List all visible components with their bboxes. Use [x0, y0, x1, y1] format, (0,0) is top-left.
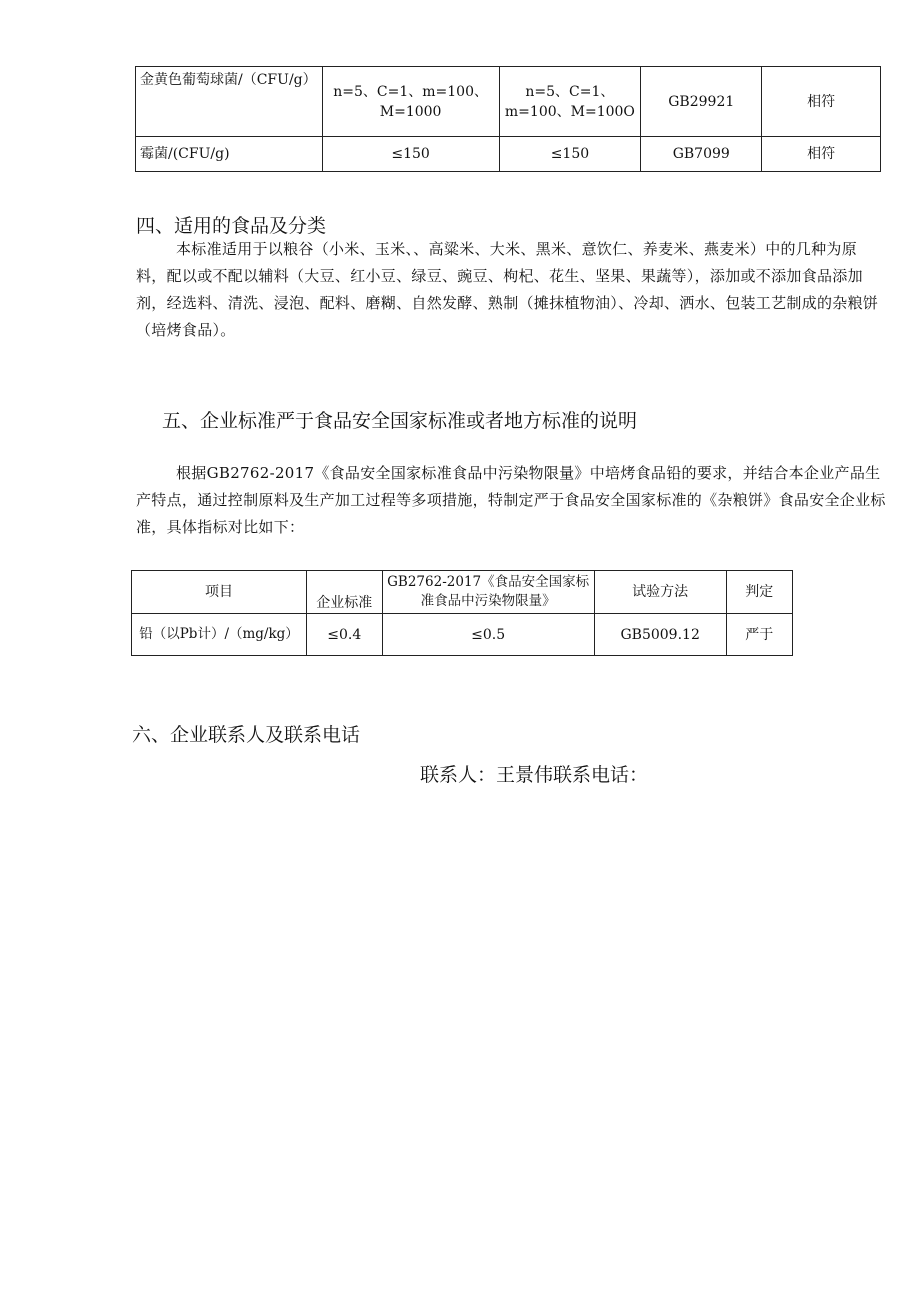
- table-cell-method: GB29921: [641, 67, 762, 137]
- table-cell-item: 霉菌/(CFU/g): [136, 137, 323, 172]
- header-enterprise: 企业标准: [307, 571, 382, 614]
- table-row: [132, 614, 793, 656]
- lead-table: [131, 570, 793, 656]
- table-cell-enterprise: ≤0.4: [307, 614, 382, 656]
- table-cell-item: 金黄色葡萄球菌/（CFU/g）: [136, 67, 323, 137]
- microbe-table: [135, 66, 881, 172]
- section-6-heading: 六、企业联系人及联系电话: [132, 724, 361, 746]
- header-method: 试验方法: [594, 571, 726, 614]
- table-cell-judgement: 严于: [726, 614, 792, 656]
- header-judgement: 判定: [726, 571, 792, 614]
- section-5-heading: 五、企业标准严于食品安全国家标准或者地方标准的说明: [162, 410, 638, 432]
- table-cell-national: ≤150: [499, 137, 641, 172]
- table-header-row: [132, 571, 793, 614]
- table-cell-method: GB5009.12: [594, 614, 726, 656]
- table-row: [136, 137, 881, 172]
- table-row: [136, 67, 881, 137]
- section-5-paragraph: 根据GB2762-2017《食品安全国家标准食品中污染物限量》中培烤食品铅的要求，并结合本企业产品生产特点，通过控制原料及生产加工过程等多项措施，特制定严于食品安全国家标准的《杂粮饼》食品安全企业标准，具体指标对比如下：: [136, 464, 886, 536]
- section-4-body: [136, 236, 886, 344]
- section-4-paragraph: 本标准适用于以粮谷（小米、玉米、、高粱米、大米、黑米、意饮仁、养麦米、燕麦米）中的几种为原料，配以或不配以辅料（大豆、红小豆、绿豆、豌豆、枸杞、花生、坚果、果蔬等），添加或不添加食品添加剂，经选料、清洗、浸泡、配料、磨糊、自然发酵、熟制（摊抹植物油）、冷却、洒水、包装工艺制成的杂粮饼（培烤食品）。: [136, 240, 879, 339]
- table-cell-item: 铅（以Pb计）/（mg/kg）: [132, 614, 307, 656]
- table-cell-national: ≤0.5: [382, 614, 594, 656]
- table-cell-enterprise: n=5、C=1、m=100、M=1000: [322, 67, 499, 137]
- table-cell-enterprise: ≤150: [322, 137, 499, 172]
- contact-line: 联系人：王景伟联系电话：: [420, 764, 649, 786]
- table-cell-judgement: 相符: [762, 67, 881, 137]
- section-4-heading: 四、适用的食品及分类: [136, 215, 327, 237]
- header-item: 项目: [132, 571, 307, 614]
- section-5-body: [136, 460, 891, 541]
- table-cell-method: GB7099: [641, 137, 762, 172]
- table-cell-judgement: 相符: [762, 137, 881, 172]
- table-cell-national: n=5、C=1、m=100、M=100O: [499, 67, 641, 137]
- header-national: GB2762-2017《食品安全国家标准食品中污染物限量》: [382, 571, 594, 614]
